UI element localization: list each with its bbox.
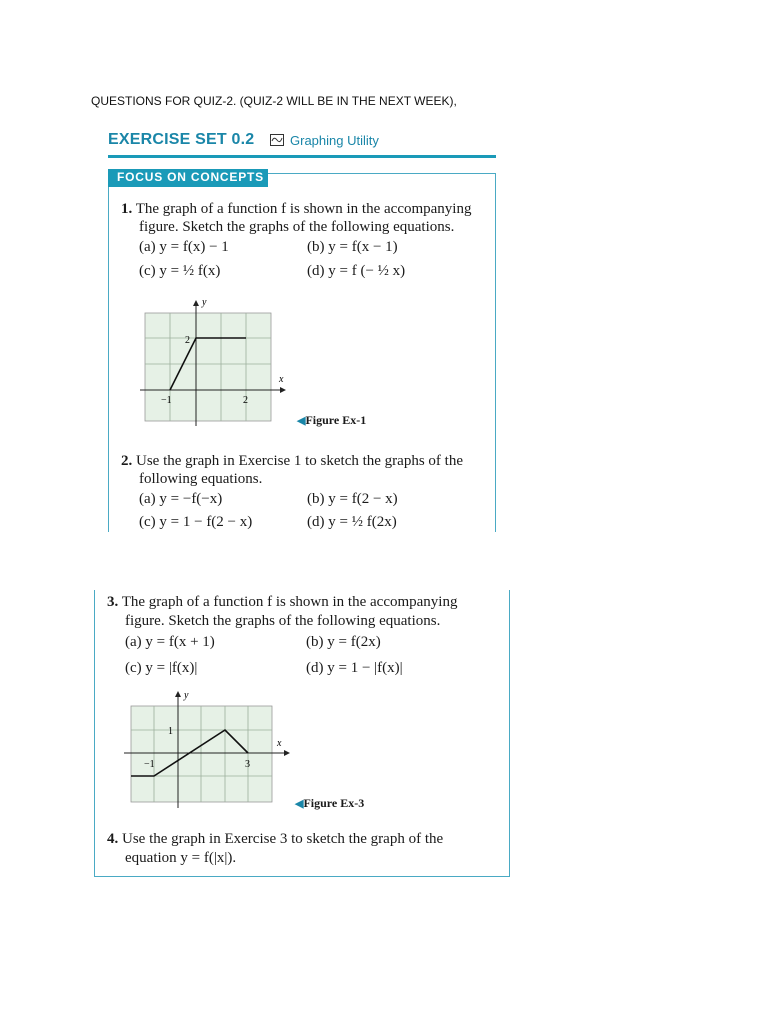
- fig1-tick-y: 2: [185, 335, 190, 346]
- q4-text-line2: equation y = f(|x|).: [125, 850, 237, 866]
- exercise-set-title: EXERCISE SET 0.2: [108, 131, 255, 148]
- graphing-utility-label: Graphing Utility: [290, 133, 379, 148]
- q3-number: 3.: [107, 594, 119, 610]
- q3-text-line1: The graph of a function f is shown in the accompanying: [121, 594, 458, 610]
- q2-number: 2.: [121, 453, 133, 469]
- q2-text-line1: Use the graph in Exercise 1 to sketch the graphs of the: [136, 453, 463, 469]
- figure-ex-1-caption-text: Figure Ex-1: [305, 413, 367, 427]
- q1-text-line2: figure. Sketch the graphs of the following equations.: [139, 219, 455, 235]
- q2-part-a: (a) y = −f(−x): [139, 491, 223, 507]
- q1-line1: [121, 200, 471, 218]
- q3-text-line2: figure. Sketch the graphs of the following equations.: [125, 613, 441, 629]
- fig3-tick-y: 1: [168, 726, 173, 737]
- q2-line1: [121, 452, 463, 470]
- fig3-axis-x-label: x: [277, 738, 282, 749]
- caption-arrow-icon: ◀: [297, 415, 306, 427]
- fig1-tick-x: 2: [243, 395, 248, 406]
- fig1-axis-x-label: x: [279, 374, 284, 385]
- caption-arrow-icon: ◀: [295, 798, 304, 810]
- q1-part-c: (c) y = ½ f(x): [139, 263, 221, 279]
- q1-part-a: (a) y = f(x) − 1: [139, 239, 229, 255]
- q4-text-line1: Use the graph in Exercise 3 to sketch the graph of the: [122, 831, 444, 847]
- fig3-tick-x: 3: [245, 759, 250, 770]
- section-rule: [108, 155, 496, 158]
- q3-part-b: (b) y = f(2x): [306, 634, 381, 650]
- fig1-axis-y-label: y: [202, 297, 207, 308]
- figure-ex-3-caption: [295, 796, 364, 811]
- q1-part-d: (d) y = f (− ½ x): [307, 263, 406, 279]
- q4-number: 4.: [107, 831, 119, 847]
- figure-ex-3-caption-text: Figure Ex-3: [303, 796, 365, 810]
- q2-part-c: (c) y = 1 − f(2 − x): [139, 514, 253, 530]
- q1-text-line1: The graph of a function f is shown in the accompanying: [135, 201, 472, 217]
- q2-part-d: (d) y = ½ f(2x): [307, 514, 397, 530]
- graphing-utility-icon: [270, 133, 284, 145]
- q2-text-line2: following equations.: [139, 471, 263, 487]
- figure-ex-3: [124, 686, 294, 808]
- header-note: QUESTIONS FOR QUIZ-2. (QUIZ-2 WILL BE IN THE NEXT WEEK),: [91, 94, 457, 108]
- figure-ex-1-caption: [297, 413, 366, 428]
- figure-ex-1: [140, 296, 290, 426]
- focus-on-concepts-label: FOCUS ON CONCEPTS: [117, 170, 264, 184]
- fig3-axis-y-label: y: [184, 690, 189, 701]
- q3-part-a: (a) y = f(x + 1): [125, 634, 215, 650]
- q3-part-d: (d) y = 1 − |f(x)|: [306, 660, 403, 676]
- q1-number: 1.: [121, 201, 133, 217]
- q3-part-c: (c) y = |f(x)|: [125, 660, 198, 676]
- q1-part-b: (b) y = f(x − 1): [307, 239, 398, 255]
- q2-part-b: (b) y = f(2 − x): [307, 491, 398, 507]
- fig1-tick-neg: −1: [161, 395, 172, 406]
- fig3-tick-neg: −1: [144, 759, 155, 770]
- q4-line1: [107, 830, 443, 848]
- q3-line1: [107, 593, 457, 611]
